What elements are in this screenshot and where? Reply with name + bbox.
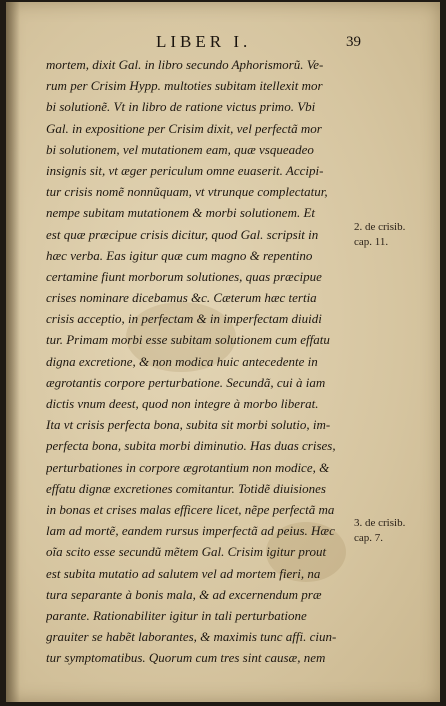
page-header [6, 32, 440, 56]
margin-note-line: cap. 11. [354, 236, 389, 248]
text-line: bi solutionem, vel mutationem eam, quæ vsqueadeo [46, 141, 314, 157]
text-line: mortem, dixit Gal. in libro secundo Aphorismorũ. Ve- [46, 57, 324, 72]
margin-note-line: 2. de crisib. [354, 221, 406, 233]
text-line: ægrotantis corpore perturbatione. Secundã, cui à iam [46, 374, 326, 390]
text-line: insignis sit, vt æger periculum omne euaserit. Accipi- [46, 162, 324, 178]
binding-shadow [6, 2, 20, 702]
text-line: est quæ præcipue crisis dicitur, quod Gal. scripsit in [46, 226, 319, 242]
margin-note-crisib-3 [354, 516, 405, 546]
text-line: in bonas et crises malas efficere licet, nẽpe perfectã ma [46, 501, 335, 517]
margin-note-line: cap. 7. [354, 532, 384, 544]
text-line: perfecta bona, subita morbi diminutio. Has duas crises, [46, 438, 336, 454]
text-line: Ita vt crisis perfecta bona, subita sit morbi solutio, im- [46, 417, 331, 433]
text-line: certamine fiunt morborum solutiones, quas præcipue [46, 268, 322, 284]
text-line: dictis vnum deest, quod non integre à morbo liberat. [46, 396, 319, 411]
text-line: bi solutionẽ. Vt in libro de ratione victus primo. Vbi [46, 99, 316, 115]
text-line: tur. Primam morbi esse subitam solutionem cum effatu [46, 332, 330, 348]
text-line: tur crisis nomẽ nonnũquam, vt vtrunque complectatur, [46, 184, 328, 200]
book-page [6, 2, 440, 702]
text-line: parante. Rationabiliter igitur in tali perturbatione [46, 607, 307, 623]
text-line: rum per Crisim Hypp. multoties subitam itellexit mor [46, 78, 323, 94]
body-text [46, 54, 358, 668]
text-line: Gal. in expositione per Crisim dixit, vel perfectã mor [46, 120, 322, 136]
running-title: LIBER I. [156, 32, 252, 51]
text-line: crises nominare dicebamus &c. Cæterum hæc tertia [46, 290, 317, 306]
text-line: hæc verba. Eas igitur quæ cum magno & repentino [46, 247, 313, 263]
text-line: digna excretione, & non modica huic antecedente in [46, 353, 318, 369]
text-line: crisis acceptio, in perfectam & in imperfectam diuidi [46, 311, 322, 327]
text-line: effatu dignæ excretiones comitantur. Totidẽ diuisiones [46, 480, 326, 496]
text-line: oĩa scito esse secundũ mẽtem Gal. Crisim igitur prout [46, 544, 327, 560]
text-line: tur symptomatibus. Quorum cum tres sint causæ, nem [46, 650, 326, 666]
text-line: tura separante à bonis mala, & ad excernendum præ [46, 586, 322, 602]
page-number: 39 [346, 34, 361, 50]
text-line: grauiter se habẽt laborantes, & maximis tunc affi. ciun- [46, 629, 337, 645]
text-line: est subita mutatio ad salutem vel ad mortem fieri, na [46, 565, 321, 581]
text-line: lam ad mortẽ, eandem rursus imperfectã ad peius. Hæc [46, 523, 335, 539]
text-line: nempe subitam mutationem & morbi solutionem. Et [46, 205, 316, 221]
margin-note-line: 3. de crisib. [354, 517, 406, 529]
margin-note-crisib-2 [354, 220, 405, 250]
text-line: perturbationes in corpore ægrotantium non modice, & [46, 459, 330, 475]
